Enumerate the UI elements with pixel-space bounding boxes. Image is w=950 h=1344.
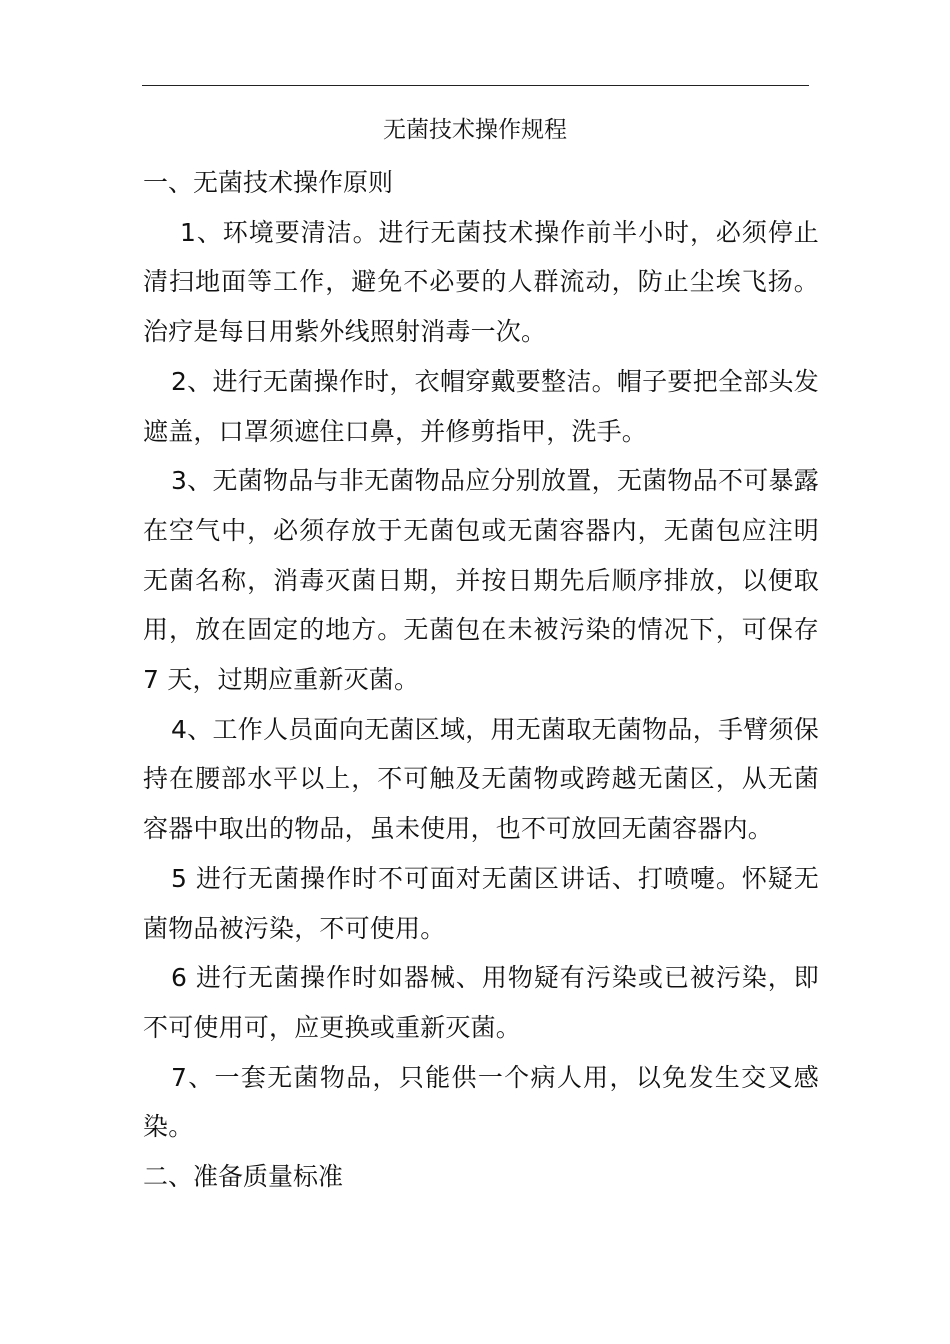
principle-item-6: 6 进行无菌操作时如器械、用物疑有污染或已被污染，即不可使用可，应更换或重新灭菌。 <box>143 963 819 1042</box>
section-heading-quality-standards: 二、准备质量标准 <box>143 1162 344 1192</box>
document-title: 无菌技术操作规程 <box>383 117 567 143</box>
document-body <box>143 158 819 1202</box>
principle-item-4: 4、工作人员面向无菌区域，用无菌取无菌物品，手臂须保持在腰部水平以上，不可触及无菌物或跨越无菌区，从无菌容器中取出的物品，虽未使用，也不可放回无菌容器内。 <box>143 714 819 844</box>
principle-item-3: 3、无菌物品与非无菌物品应分别放置，无菌物品不可暴露在空气中，必须存放于无菌包或无菌容器内，无菌包应注明无菌名称，消毒灭菌日期，并按日期先后顺序排放，以便取用，放在固定的地方。无菌包在未被污染的情况下，可保存 7 天，过期应重新灭菌。 <box>143 466 819 695</box>
section-heading-principles: 一、无菌技术操作原则 <box>143 168 394 197</box>
header-rule <box>142 85 809 86</box>
principle-item-5: 5 进行无菌操作时不可面对无菌区讲话、打喷嚏。怀疑无菌物品被污染，不可使用。 <box>143 863 819 943</box>
principle-item-7: 7、一套无菌物品，只能供一个病人用，以免发生交叉感染。 <box>143 1062 819 1142</box>
principle-item-1: 1、环境要清洁。进行无菌技术操作前半小时，必须停止清扫地面等工作，避免不必要的人群流动，防止尘埃飞扬。治疗是每日用紫外线照射消毒一次。 <box>143 217 819 347</box>
principle-item-2: 2、进行无菌操作时，衣帽穿戴要整洁。帽子要把全部头发遮盖，口罩须遮住口鼻，并修剪指甲，洗手。 <box>143 366 819 446</box>
